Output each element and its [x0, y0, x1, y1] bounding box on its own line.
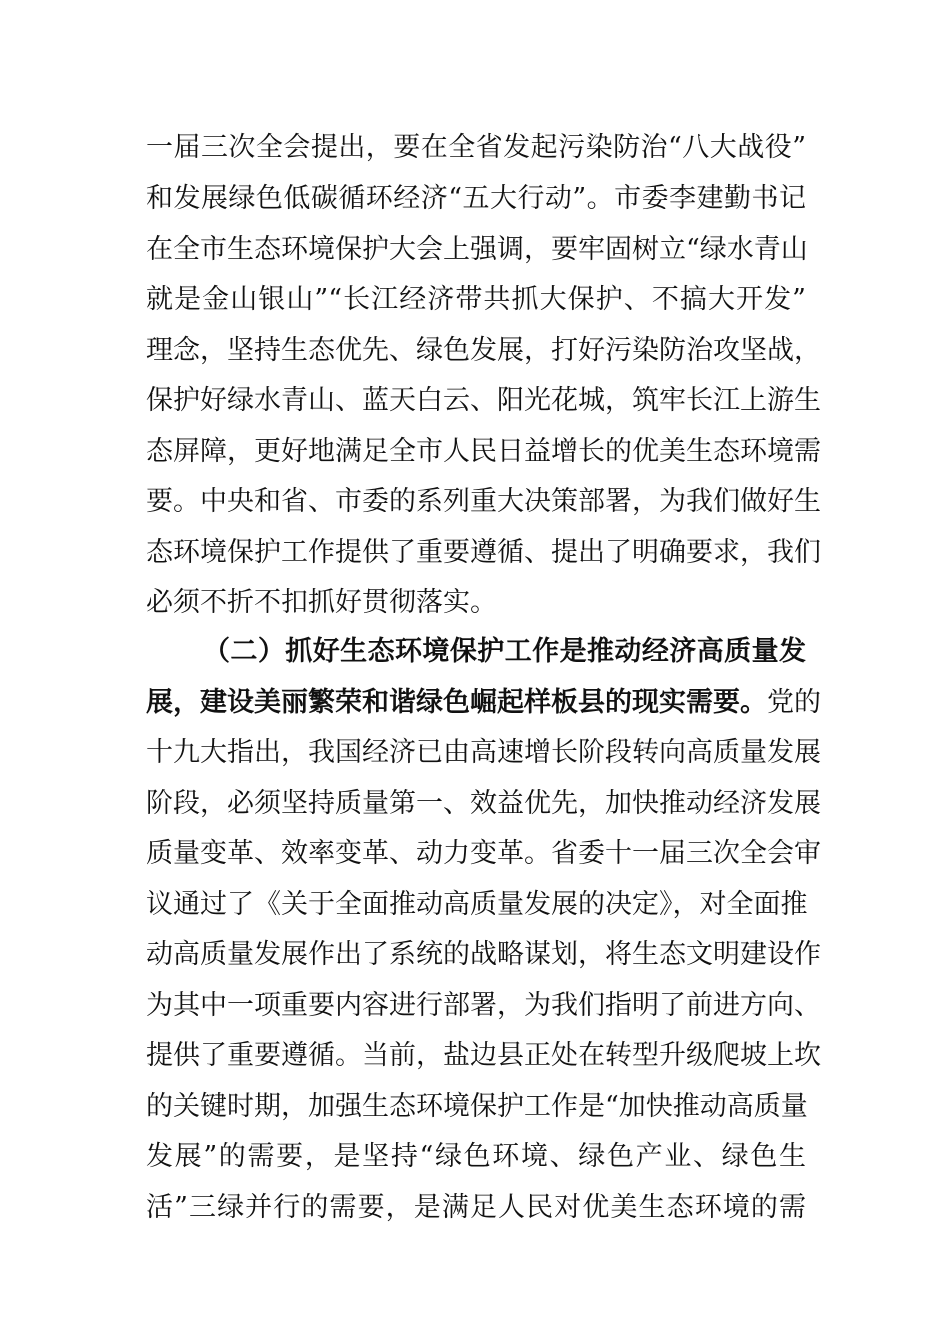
section-body-start: 党的 [767, 687, 821, 718]
paragraph-line: 要。中央和省、市委的系列重大决策部署，为我们做好生 [146, 486, 821, 517]
paragraph-line: 议通过了《关于全面推动高质量发展的决定》，对全面推 [146, 889, 808, 920]
paragraph-line: 发展”的需要，是坚持“绿色环境、绿色产业、绿色生 [146, 1141, 806, 1172]
paragraph-line: 阶段，必须坚持质量第一、效益优先，加快推动经济发展 [146, 788, 821, 819]
paragraph-line: 和发展绿色低碳循环经济“五大行动”。市委李建勤书记 [146, 183, 806, 214]
paragraph-line: 态屏障，更好地满足全市人民日益增长的优美生态环境需 [146, 436, 821, 467]
paragraph-line: 一届三次全会提出，要在全省发起污染防治“八大战役” [146, 132, 806, 163]
section-heading: （二）抓好生态环境保护工作是推动经济高质量发 [203, 636, 806, 667]
paragraph-line: 理念，坚持生态优先、绿色发展，打好污染防治攻坚战， [146, 335, 821, 366]
paragraph-line: 提供了重要遵循。当前，盐边县正处在转型升级爬坡上坎 [146, 1040, 821, 1071]
paragraph-line: 保护好绿水青山、蓝天白云、阳光花城，筑牢长江上游生 [146, 385, 821, 416]
paragraph-line: 质量变革、效率变革、动力变革。省委十一届三次全会审 [146, 838, 821, 869]
paragraph-line: 的关键时期，加强生态环境保护工作是“加快推动高质量 [146, 1091, 808, 1122]
section-heading-bold-text: 展，建设美丽繁荣和谐绿色崛起样板县的现实需要。 [146, 687, 767, 718]
paragraph-line: 为其中一项重要内容进行部署，为我们指明了前进方向、 [146, 990, 821, 1021]
paragraph-line: 十九大指出，我国经济已由高速增长阶段转向高质量发展 [146, 737, 821, 768]
paragraph-line: 就是金山银山”“长江经济带共抓大保护、不搞大开发” [146, 284, 806, 315]
paragraph-line: 必须不折不扣抓好贯彻落实。 [146, 587, 497, 618]
paragraph-line: 活”三绿并行的需要，是满足人民对优美生态环境的需 [146, 1192, 806, 1223]
paragraph-line: 态环境保护工作提供了重要遵循、提出了明确要求，我们 [146, 537, 821, 568]
section-heading-continuation [146, 678, 821, 728]
paragraph-line: 动高质量发展作出了系统的战略谋划，将生态文明建设作 [146, 939, 821, 970]
paragraph-line: 在全市生态环境保护大会上强调，要牢固树立“绿水青山 [146, 234, 808, 265]
